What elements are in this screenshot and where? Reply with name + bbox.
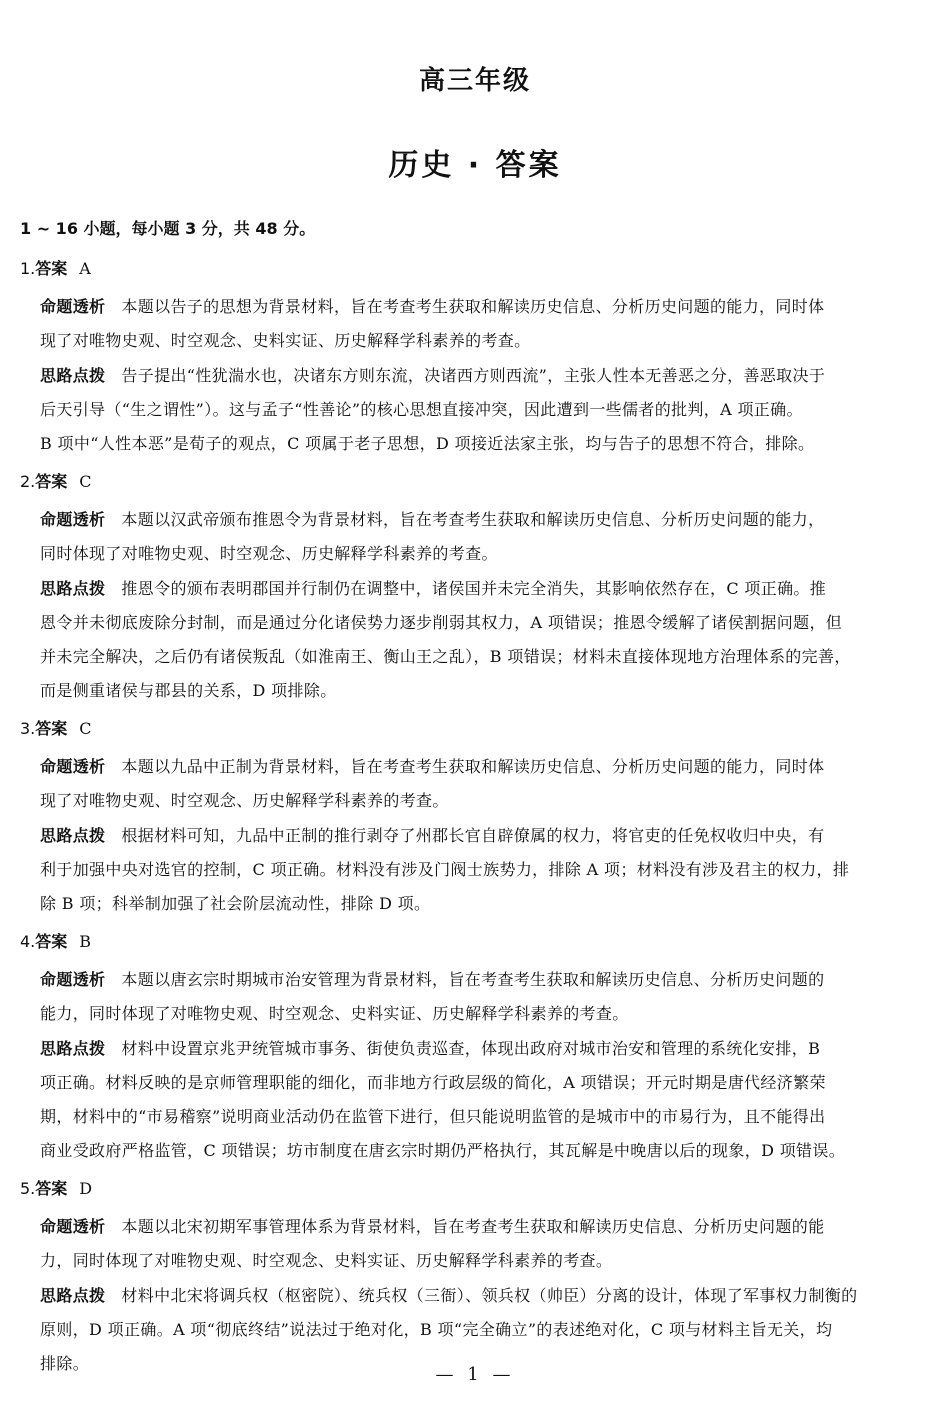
answer-label: 答案 bbox=[35, 472, 68, 491]
analysis-text: 现了对唯物史观、时空观念、历史解释学科素养的考查。 bbox=[40, 791, 449, 810]
analysis-line bbox=[40, 1248, 612, 1271]
reasoning-line bbox=[40, 891, 430, 914]
document-title: 历史 · 答案 bbox=[388, 148, 562, 183]
reasoning-text: 期，材料中的“市易稽察”说明商业活动仍在监管下进行，但只能说明监管的是城市中的市易行为，且不能得出 bbox=[40, 1107, 826, 1126]
analysis-label: 命题透析 bbox=[40, 970, 106, 989]
analysis-text: 力，同时体现了对唯物史观、时空观念、史料实证、历史解释学科素养的考查。 bbox=[40, 1251, 613, 1270]
answer-value: C bbox=[79, 719, 92, 738]
reasoning-line bbox=[40, 363, 825, 386]
analysis-line bbox=[40, 1001, 629, 1024]
reasoning-text: 材料中设置京兆尹统管城市事务、街使负责巡查，体现出政府对城市治安和管理的系统化安排，B bbox=[121, 1039, 821, 1058]
reasoning-line bbox=[40, 1317, 832, 1340]
analysis-label: 命题透析 bbox=[40, 297, 106, 316]
analysis-text: 本题以北宋初期军事管理体系为背景材料，旨在考查考生获取和解读历史信息、分析历史问题的能 bbox=[121, 1217, 825, 1236]
reasoning-label: 思路点拨 bbox=[40, 1286, 106, 1305]
analysis-text: 能力，同时体现了对唯物史观、时空观念、史料实证、历史解释学科素养的考查。 bbox=[40, 1004, 629, 1023]
answer-value: C bbox=[79, 472, 92, 491]
reasoning-line bbox=[40, 644, 851, 667]
reasoning-text: 恩令并未彻底废除分封制，而是通过分化诸侯势力逐步削弱其权力，A 项错误；推恩令缓解了诸侯割据问题，但 bbox=[40, 613, 843, 632]
question-heading bbox=[20, 256, 91, 279]
reasoning-text: 项正确。材料反映的是京师管理职能的细化，而非地方行政层级的简化，A 项错误；开元时期是唐代经济繁荣 bbox=[40, 1073, 826, 1092]
answer-label: 答案 bbox=[35, 719, 68, 738]
grade-heading: 高三年级 bbox=[418, 66, 531, 96]
analysis-text: 本题以九品中正制为背景材料，旨在考查考生获取和解读历史信息、分析历史问题的能力，同时体 bbox=[121, 757, 825, 776]
reasoning-line bbox=[40, 1070, 826, 1093]
analysis-text: 本题以唐玄宗时期城市治安管理为背景材料，旨在考查考生获取和解读历史信息、分析历史问题的 bbox=[121, 970, 825, 989]
reasoning-line bbox=[40, 678, 337, 701]
reasoning-line bbox=[40, 397, 803, 420]
analysis-text: 现了对唯物史观、时空观念、史料实证、历史解释学科素养的考查。 bbox=[40, 331, 531, 350]
analysis-line bbox=[40, 788, 449, 811]
reasoning-text: 利于加强中央对选官的控制，C 项正确。材料没有涉及门阀士族势力，排除 A 项；材料没有涉及君主的权力，排 bbox=[40, 860, 850, 879]
analysis-line bbox=[40, 754, 824, 777]
reasoning-text: 后天引导（“生之谓性”）。这与孟子“性善论”的核心思想直接冲突，因此遭到一些儒者的批判，A 项正确。 bbox=[40, 400, 803, 419]
question-number: 3. bbox=[20, 719, 36, 738]
question-heading bbox=[20, 716, 92, 739]
analysis-line bbox=[40, 1214, 824, 1237]
analysis-text: 同时体现了对唯物史观、时空观念、历史解释学科素养的考查。 bbox=[40, 544, 498, 563]
reasoning-label: 思路点拨 bbox=[40, 1039, 106, 1058]
question-number: 4. bbox=[20, 932, 36, 951]
analysis-line bbox=[40, 294, 824, 317]
answer-value: A bbox=[79, 259, 91, 278]
reasoning-text: 推恩令的颁布表明郡国并行制仍在调整中，诸侯国并未完全消失，其影响依然存在，C 项正确。推 bbox=[121, 579, 827, 598]
analysis-label: 命题透析 bbox=[40, 1217, 106, 1236]
question-number: 2. bbox=[20, 472, 36, 491]
analysis-label: 命题透析 bbox=[40, 510, 106, 529]
question-heading bbox=[20, 1176, 92, 1199]
reasoning-label: 思路点拨 bbox=[40, 366, 106, 385]
reasoning-line bbox=[40, 431, 814, 454]
reasoning-line bbox=[40, 576, 826, 599]
answer-value: B bbox=[79, 932, 92, 951]
analysis-line bbox=[40, 328, 531, 351]
answer-label: 答案 bbox=[35, 932, 68, 951]
question-heading bbox=[20, 929, 91, 952]
analysis-text: 本题以告子的思想为背景材料，旨在考查考生获取和解读历史信息、分析历史问题的能力，同时体 bbox=[121, 297, 825, 316]
analysis-label: 命题透析 bbox=[40, 757, 106, 776]
reasoning-text: 除 B 项；科举制加强了社会阶层流动性，排除 D 项。 bbox=[40, 894, 431, 913]
page-number: — 1 — bbox=[435, 1364, 515, 1385]
section-intro: 1 ~ 16 小题，每小题 3 分，共 48 分。 bbox=[20, 219, 316, 238]
reasoning-line bbox=[40, 857, 849, 880]
reasoning-line bbox=[40, 823, 824, 846]
answer-value: D bbox=[79, 1179, 93, 1198]
reasoning-line bbox=[40, 1036, 820, 1059]
reasoning-line bbox=[40, 1283, 858, 1306]
reasoning-text: 并未完全解决，之后仍有诸侯叛乱（如淮南王、衡山王之乱），B 项错误；材料未直接体现地方治理体系的完善， bbox=[40, 647, 851, 666]
reasoning-line bbox=[40, 1138, 845, 1161]
reasoning-label: 思路点拨 bbox=[40, 579, 106, 598]
analysis-line bbox=[40, 507, 824, 530]
answer-label: 答案 bbox=[35, 259, 68, 278]
question-number: 1. bbox=[20, 259, 36, 278]
question-number: 5. bbox=[20, 1179, 36, 1198]
answer-label: 答案 bbox=[35, 1179, 68, 1198]
reasoning-text: B 项中“人性本恶”是荀子的观点，C 项属于老子思想，D 项接近法家主张，均与告子的思想不符合，排除。 bbox=[40, 434, 815, 453]
reasoning-label: 思路点拨 bbox=[40, 826, 106, 845]
reasoning-text: 商业受政府严格监管，C 项错误；坊市制度在唐玄宗时期仍严格执行，其瓦解是中晚唐以后的现象，D 项错误。 bbox=[40, 1141, 846, 1160]
analysis-line bbox=[40, 541, 498, 564]
reasoning-line bbox=[40, 1104, 826, 1127]
reasoning-text: 排除。 bbox=[40, 1354, 90, 1373]
reasoning-text: 而是侧重诸侯与郡县的关系，D 项排除。 bbox=[40, 681, 337, 700]
reasoning-text: 告子提出“性犹湍水也，决诸东方则东流，决诸西方则西流”，主张人性本无善恶之分，善恶取决于 bbox=[121, 366, 826, 385]
analysis-line bbox=[40, 967, 824, 990]
reasoning-text: 根据材料可知，九品中正制的推行剥夺了州郡长官自辟僚属的权力，将官吏的任免权收归中央，有 bbox=[121, 826, 825, 845]
reasoning-text: 材料中北宋将调兵权（枢密院）、统兵权（三衙）、领兵权（帅臣）分离的设计，体现了军事权力制衡的 bbox=[121, 1286, 858, 1305]
question-heading bbox=[20, 469, 92, 492]
analysis-text: 本题以汉武帝颁布推恩令为背景材料，旨在考查考生获取和解读历史信息、分析历史问题的能力， bbox=[121, 510, 825, 529]
reasoning-text: 原则，D 项正确。A 项“彻底终结”说法过于绝对化，B 项“完全确立”的表述绝对化，C 项与材料主旨无关，均 bbox=[40, 1320, 833, 1339]
reasoning-line bbox=[40, 610, 842, 633]
